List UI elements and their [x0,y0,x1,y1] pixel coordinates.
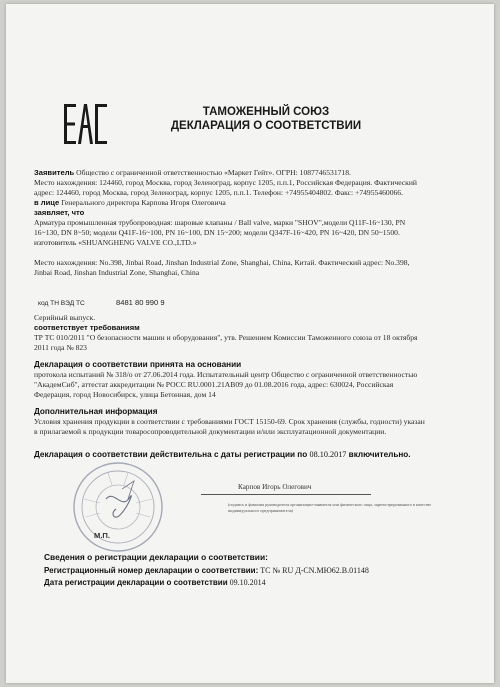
manufacturer-name: «SHUANGHENG VALVE CO.,LTD.» [78,238,197,247]
applicant-label: Заявитель [34,168,75,177]
registration-date-label: Дата регистрации декларации о соответствии [44,578,228,587]
compliance-section [34,313,480,353]
manufacturer-address [34,258,480,278]
registration-date-value: 09.10.2014 [229,578,266,587]
applicant-address: Место нахождения: 124460, город Москва, город Зеленоград, корпус 1205, п.п.1, Российская Федерация. Фактический [34,178,417,187]
registration-number-value: ТС № RU Д-CN.МЮ62.В.01148 [260,566,369,575]
product-section [34,218,480,248]
eac-logo [64,104,108,144]
signature-note-line-2: индивидуального предпринимателя) [228,508,294,513]
stamp-mark: М.П. [94,531,111,540]
tn-ved-label: код ТН ВЭД ТС [38,300,85,307]
applicant-contacts: адрес: 124460, город Москва, город Зеленоград, корпус 1205, п.п.1. Телефон: +74955404802. Факс: +74955460066. [34,188,403,197]
compliance-line-2: 2011 года № 823 [34,343,87,352]
representative-label: в лице [34,198,60,207]
validity-suffix: включительно. [348,450,411,459]
basis-line-2: "АкадемСиб", аттестат аккредитации № РОСС RU.0001.21АВ09 до 01.08.2016 года, адрес: 630024, Российская [34,380,394,389]
product-line-1: Арматура промышленная трубопроводная: шаровые клапаны / Ball valve, марки "SHOV",модели Q11F-16~130, PN [34,218,406,227]
additional-line-1: Условия хранения продукции в соответствии с требованиями ГОСТ 15150-69. Срок хранения (службы, годности) указан [34,417,425,426]
declaration-page [6,4,494,683]
representative-text: Генерального директора Карпова Игоря Олеговича [61,198,226,207]
signature-note-line-1: (подпись и фамилия руководителя организации-заявителя или физического лица, зарегистрированного в качестве [228,502,432,507]
title-line-2: ДЕКЛАРАЦИЯ О СООТВЕТСТВИИ [170,120,362,132]
manufacturer-address-line-2: Jinbai Road, Jinshan Industrial Zone, Shanghai, China [34,268,200,277]
signer-name: Карпов Игорь Олегович [238,483,312,491]
document-title [131,105,401,133]
registration-heading: Сведения о регистрации декларации о соответствии: [44,552,268,562]
applicant-name: Общество с ограниченной ответственностью «Маркет Гейт». ОГРН: 1087746531718. [76,168,351,177]
additional-line-2: в прилагаемой к продукции товаросопроводительной документации и/или эксплуатационной документации. [34,427,387,436]
validity-date: 08.10.2017 [309,450,347,459]
registration-number-label: Регистрационный номер декларации о соответствии: [44,566,259,575]
signature-note [228,502,468,514]
basis-heading: Декларация о соответствии принята на основании [34,360,242,369]
additional-heading: Дополнительная информация [34,407,158,416]
applicant-section [34,168,480,218]
basis-line-1: протокола испытаний № 318/о от 27.06.2014 года. Испытательный центр Общество с ограниченной ответственностью [34,370,418,379]
manufacturer-address-line-1: Место нахождения: No.398, Jinbai Road, Jinshan Industrial Zone, Shanghai, China, Китай. Фактический адрес: No.398, [34,258,410,267]
additional-section [34,407,480,437]
official-stamp [70,459,166,555]
manufacturer-label: изготовитель [34,238,77,247]
signature-line [201,494,371,495]
basis-section [34,360,480,400]
declares-label: заявляет, что [34,208,85,217]
tn-ved-value: 8481 80 990 9 [116,298,165,307]
validity-label: Декларация о соответствии действительна с даты регистрации по [34,450,308,459]
compliance-line-1: ТР ТС 010/2011 "О безопасности машин и оборудования", утв. Решением Комиссии Таможенного союза от 18 октября [34,333,418,342]
registration-number-row [44,566,369,575]
serial-release: Серийный выпуск. [34,313,96,322]
registration-date-row [44,578,266,587]
product-line-2: 16~130, DN 8~50; модели Q41F-16~100, PN 16~100, DN 15~200; модели Q347F-16~420, PN 16~420, DN 50~1500. [34,228,400,237]
basis-line-3: Федерация, город Новосибирск, улица Бетонная, дом 14 [34,390,216,399]
title-line-1: ТАМОЖЕННЫЙ СОЮЗ [202,106,330,118]
compliance-heading: соответствует требованиям [34,323,140,332]
